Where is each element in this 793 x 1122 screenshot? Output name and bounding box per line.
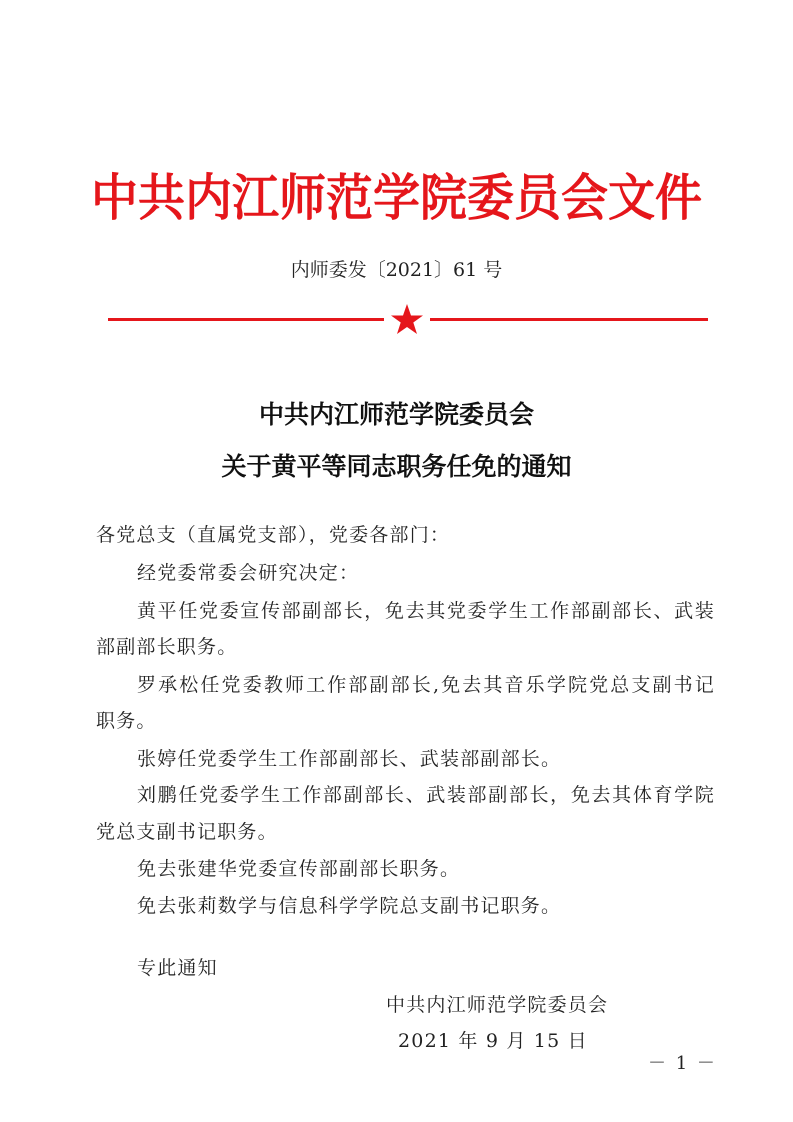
appointment-item-3: 张婷任党委学生工作部副部长、武装部副部长。 <box>137 748 562 770</box>
notice-title-line1: 中共内江师范学院委员会 <box>258 400 534 429</box>
appointment-item-4-line1: 刘鹏任党委学生工作部副部长、武装部副部长，免去其体育学院 <box>137 784 715 806</box>
appointment-item-2-line1: 罗承松任党委教师工作部副部长,免去其音乐学院党总支副书记 <box>137 674 715 696</box>
appointment-item-4-line2: 党总支副书记职务。 <box>96 821 278 843</box>
appointment-item-2-line2: 职务。 <box>96 710 157 732</box>
document-header-title: 中共内江师范学院委员会文件 <box>91 169 702 228</box>
document-number: 内师委发〔2021〕61 号 <box>290 259 503 281</box>
header-divider-left <box>108 318 384 321</box>
appointment-item-6: 免去张莉数学与信息科学学院总支副书记职务。 <box>137 895 562 917</box>
appointment-item-1-line1: 黄平任党委宣传部副部长，免去其党委学生工作部副部长、武装 <box>137 600 715 622</box>
page-number: － 1 － <box>648 1053 717 1074</box>
signature-date: 2021 年 9 月 15 日 <box>398 1030 588 1052</box>
notice-title-line2: 关于黄平等同志职务任免的通知 <box>221 452 572 481</box>
appointment-item-5: 免去张建华党委宣传部副部长职务。 <box>137 858 461 880</box>
red-star-icon <box>390 303 424 335</box>
signature-organization: 中共内江师范学院委员会 <box>386 994 609 1016</box>
salutation: 各党总支（直属党支部），党委各部门： <box>96 524 451 546</box>
header-divider-right <box>430 318 708 321</box>
closing-text: 专此通知 <box>137 957 218 979</box>
intro-paragraph: 经党委常委会研究决定： <box>137 562 360 584</box>
appointment-item-1-line2: 部副部长职务。 <box>96 636 238 658</box>
